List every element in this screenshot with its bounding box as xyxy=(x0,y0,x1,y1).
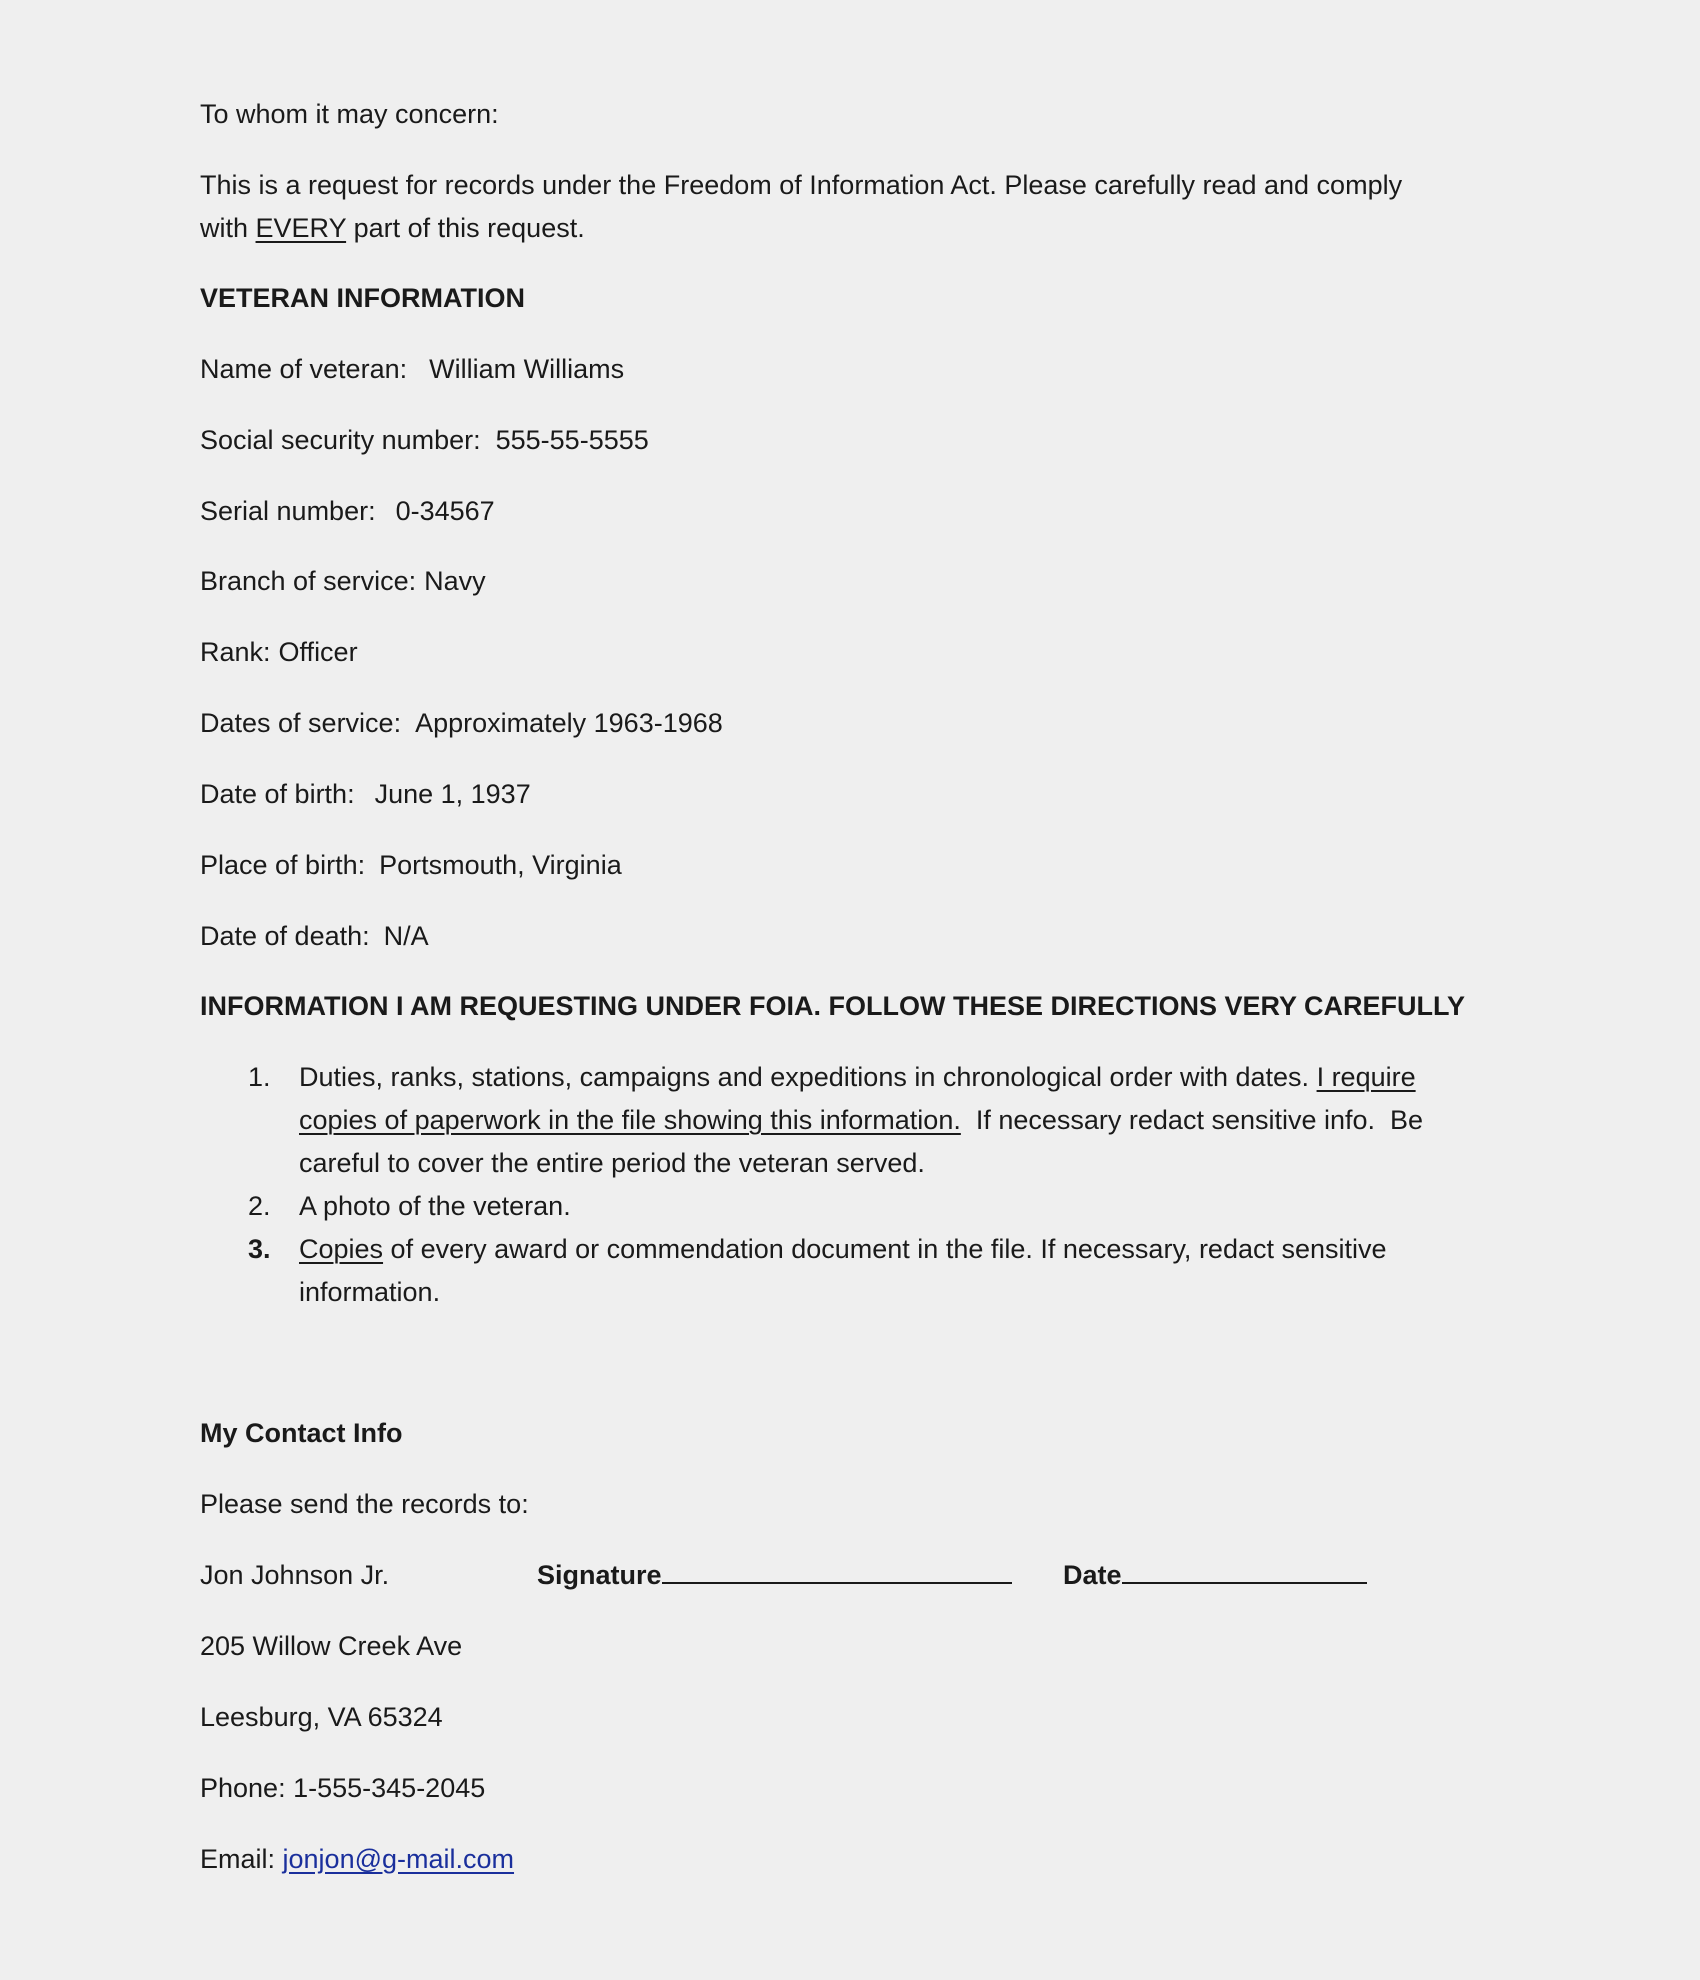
address-line-2: Leesburg, VA 65324 xyxy=(200,1702,443,1732)
field-value: Navy xyxy=(424,566,486,596)
address-line-1: 205 Willow Creek Ave xyxy=(200,1631,463,1661)
signature-field[interactable] xyxy=(537,1554,1012,1597)
field-date-of-birth xyxy=(200,773,531,816)
field-value: Officer xyxy=(278,637,358,667)
phone-value: 1-555-345-2045 xyxy=(293,1773,486,1803)
list-item-text: Duties, ranks, stations, campaigns and expeditions in chronological order with dates. xyxy=(299,1062,1317,1092)
field-value: N/A xyxy=(383,921,429,951)
field-label: Place of birth: xyxy=(200,850,366,880)
date-label: Date xyxy=(1063,1560,1122,1590)
contact-heading: My Contact Info xyxy=(200,1418,403,1448)
field-label: Date of death: xyxy=(200,921,370,951)
email-label: Email: xyxy=(200,1844,276,1874)
field-value: 555-55-5555 xyxy=(495,425,649,455)
field-value: Portsmouth, Virginia xyxy=(379,850,622,880)
list-item-1-line-1 xyxy=(299,1056,1416,1099)
intro-line-2 xyxy=(200,207,585,250)
send-to-line: Please send the records to: xyxy=(200,1489,529,1519)
date-field[interactable] xyxy=(1063,1554,1367,1597)
field-label: Rank: xyxy=(200,637,271,667)
field-ssn xyxy=(200,419,649,462)
field-label: Dates of service: xyxy=(200,708,402,738)
phone-line xyxy=(200,1767,485,1810)
phone-label: Phone: xyxy=(200,1773,286,1803)
list-item-3-line-1 xyxy=(299,1228,1387,1271)
intro-line-1: This is a request for records under the Freedom of Information Act. Please carefully read and comply xyxy=(200,170,1403,200)
field-rank xyxy=(200,631,358,674)
field-label: Branch of service: xyxy=(200,566,417,596)
field-label: Social security number: xyxy=(200,425,481,455)
field-date-of-death xyxy=(200,915,429,958)
list-item-1-line-3: careful to cover the entire period the veteran served. xyxy=(299,1148,925,1178)
list-item-emphasis: copies of paperwork in the file showing this information. xyxy=(299,1105,961,1135)
list-item-text: If necessary redact sensitive info. Be xyxy=(960,1105,1424,1135)
list-item-text: of every award or commendation document in the file. If necessary, redact sensitive xyxy=(383,1234,1387,1264)
list-item-number: 3. xyxy=(248,1234,271,1264)
list-item-emphasis: Copies xyxy=(299,1234,384,1264)
greeting: To whom it may concern: xyxy=(200,99,499,129)
field-value: William Williams xyxy=(429,354,625,384)
field-value: June 1, 1937 xyxy=(374,779,531,809)
field-serial-number xyxy=(200,490,495,533)
veteran-info-heading: VETERAN INFORMATION xyxy=(200,283,525,313)
field-name-of-veteran xyxy=(200,348,624,391)
field-dates-of-service xyxy=(200,702,723,745)
date-line[interactable] xyxy=(1122,1562,1367,1584)
contact-name: Jon Johnson Jr. xyxy=(200,1560,390,1590)
request-heading: INFORMATION I AM REQUESTING UNDER FOIA. FOLLOW THESE DIRECTIONS VERY CAREFULLY xyxy=(200,991,1466,1021)
field-value: 0-34567 xyxy=(395,496,495,526)
intro-emphasis: EVERY xyxy=(255,213,347,243)
intro-text: with xyxy=(200,213,256,243)
list-item-3-line-2: information. xyxy=(299,1277,441,1307)
list-item-emphasis: I require xyxy=(1316,1062,1416,1092)
field-label: Serial number: xyxy=(200,496,376,526)
signature-line[interactable] xyxy=(662,1562,1012,1584)
field-branch xyxy=(200,560,486,603)
list-item-1-line-2 xyxy=(299,1099,1423,1142)
email-line xyxy=(200,1838,514,1881)
list-item-2-line-1: A photo of the veteran. xyxy=(299,1191,571,1221)
list-item-number: 2. xyxy=(248,1191,271,1221)
email-link[interactable]: jonjon@g-mail.com xyxy=(282,1844,515,1874)
intro-text-end: part of this request. xyxy=(346,213,585,243)
field-label: Date of birth: xyxy=(200,779,355,809)
field-value: Approximately 1963-1968 xyxy=(415,708,723,738)
field-place-of-birth xyxy=(200,844,622,887)
list-item-number: 1. xyxy=(248,1062,271,1092)
field-label: Name of veteran: xyxy=(200,354,408,384)
signature-label: Signature xyxy=(537,1560,662,1590)
